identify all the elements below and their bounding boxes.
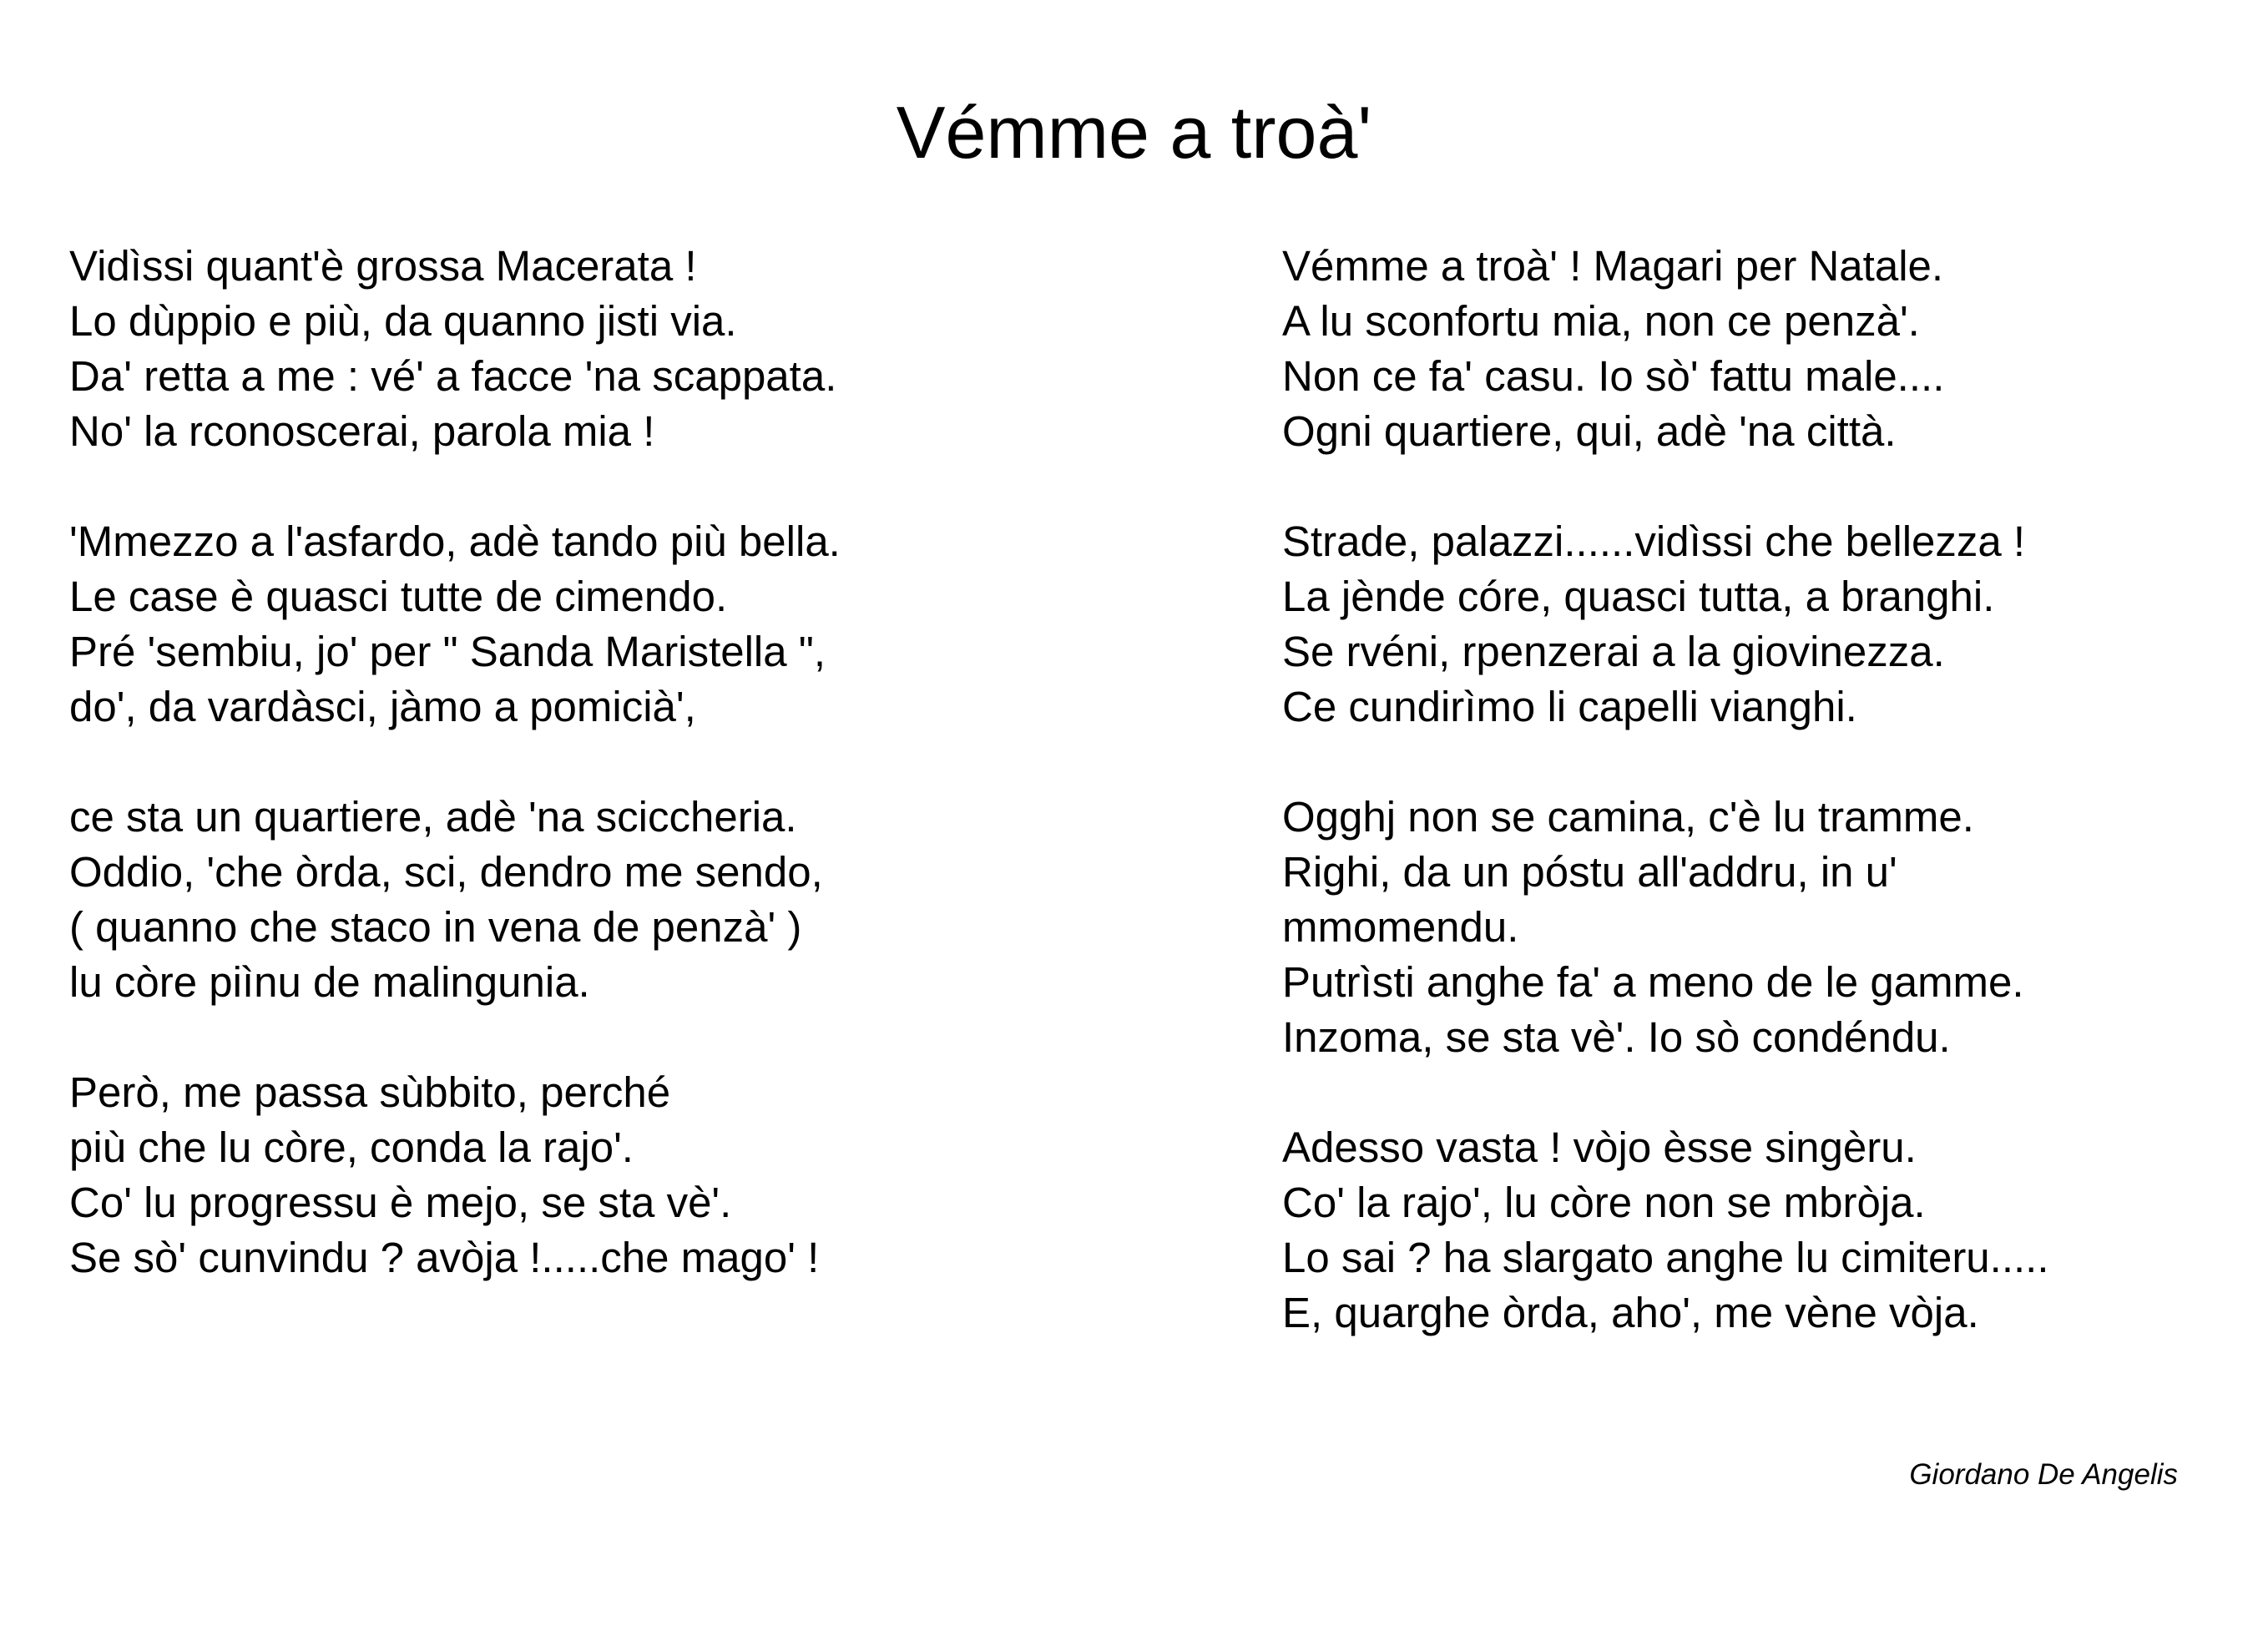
poem-line: Pré 'sembiu, jo' per " Sanda Maristella ", [69,628,826,675]
poem-line: No' la rconoscerai, parola mia ! [69,407,655,455]
poem-line: 'Mmezzo a l'asfardo, adè tando più bella. [69,518,841,565]
poem-line: Lo dùppio e più, da quanno jisti via. [69,297,737,345]
poem-line: Non ce fa' casu. Io sò' fattu male.... [1282,352,1945,400]
poem-line: lu còre piìnu de malingunia. [69,958,590,1006]
stanza [69,239,1238,459]
poem-line: Co' la rajo', lu còre non se mbròja. [1282,1179,1926,1226]
poem-line: Se rvéni, rpenzerai a la giovinezza. [1282,628,1945,675]
poem-line: Da' retta a me : vé' a facce 'na scappata. [69,352,837,400]
poem-line: Lo sai ? ha slargato anghe lu cimiteru..... [1282,1234,2049,1281]
stanza [69,1065,1238,1285]
poem-line: ( quanno che staco in vena de penzà' ) [69,903,802,951]
poem-title: Vémme a troà' [896,91,1372,174]
poem-line: Ogghj non se camina, c'è lu tramme. [1282,793,1974,841]
poem-line: Le case è quasci tutte de cimendo. [69,573,728,620]
poem-line: Righi, da un póstu all'addru, in u' [1282,848,1897,896]
poem-line: Ce cundirìmo li capelli vianghi. [1282,683,1857,730]
poem-line: Vidìssi quant'è grossa Macerata ! [69,242,697,290]
poem-line: Se sò' cunvindu ? avòja !.....che mago' ! [69,1234,820,1281]
stanza [1282,1120,2242,1341]
author-signature: Giordano De Angelis [1909,1458,2178,1491]
poem-line: Oddio, 'che òrda, sci, dendro me sendo, [69,848,823,896]
poem-line: A lu sconfortu mia, non ce penzà'. [1282,297,1920,345]
poem-line: Ogni quartiere, qui, adè 'na città. [1282,407,1897,455]
poem-line: Inzoma, se sta vè'. Io sò condéndu. [1282,1013,1951,1061]
stanza [1282,239,2242,459]
poem-line: Strade, palazzi......vidìssi che bellezza ! [1282,518,2026,565]
poem-line: Vémme a troà' ! Magari per Natale. [1282,242,1944,290]
stanza [69,514,1238,735]
poem-column-right [1282,239,2242,1396]
stanza [1282,790,2242,1065]
poem-column-left [69,239,1238,1341]
stanza [1282,514,2242,735]
poem-line: La jènde córe, quasci tutta, a branghi. [1282,573,1995,620]
poem-line: Putrìsti anghe fa' a meno de le gamme. [1282,958,2024,1006]
poem-line: E, quarghe òrda, aho', me vène vòja. [1282,1289,1979,1336]
poem-line: do', da vardàsci, jàmo a pomicià', [69,683,696,730]
poem-line: mmomendu. [1282,903,1519,951]
poem-line: Co' lu progressu è mejo, se sta vè'. [69,1179,732,1226]
poem-line: Però, me passa sùbbito, perché [69,1068,671,1116]
stanza [69,790,1238,1010]
poem-line: Adesso vasta ! vòjo èsse singèru. [1282,1124,1917,1171]
poem-line: più che lu còre, conda la rajo'. [69,1124,634,1171]
poem-line: ce sta un quartiere, adè 'na sciccheria. [69,793,797,841]
